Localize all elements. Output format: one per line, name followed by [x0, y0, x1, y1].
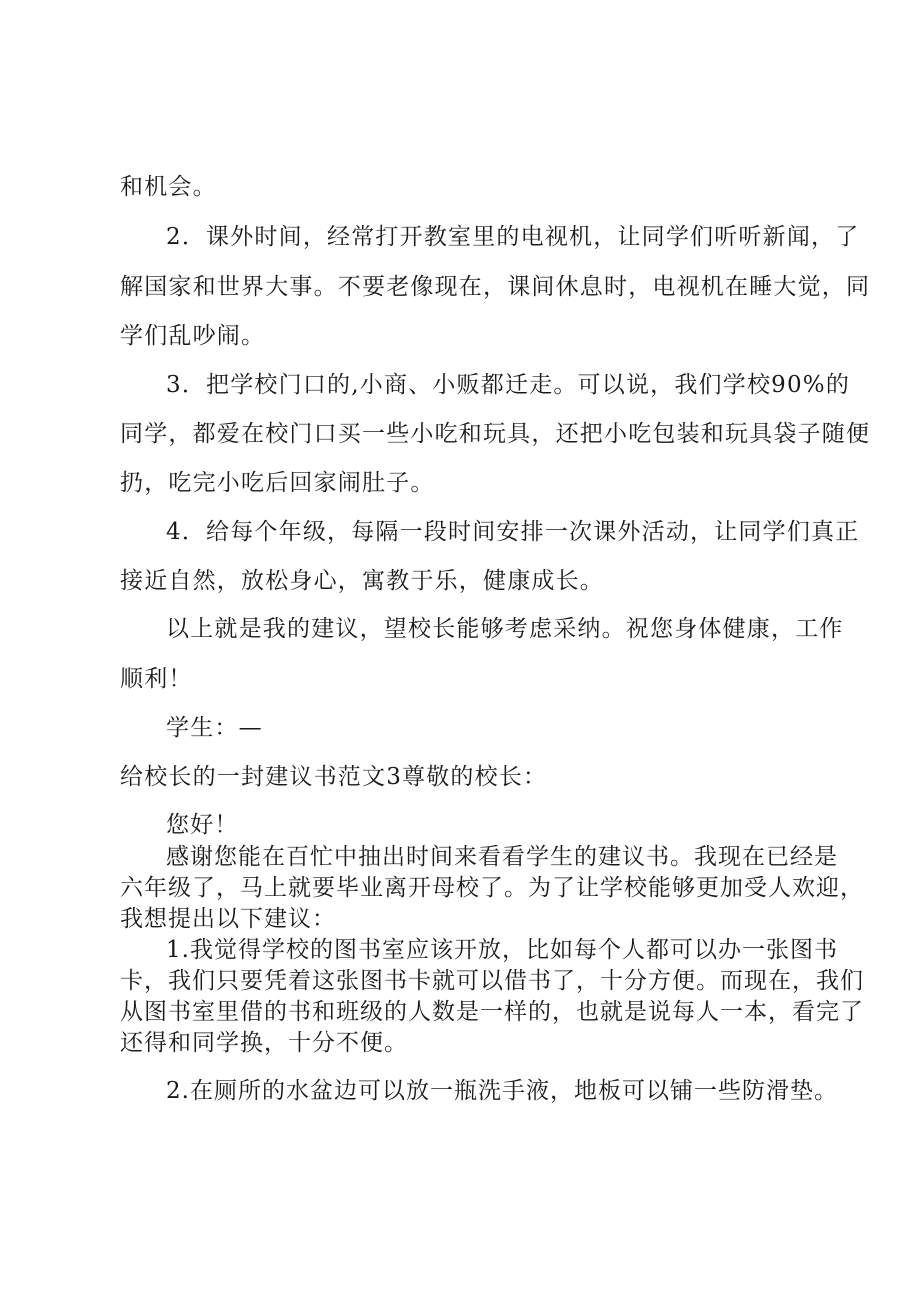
text-line: 3．把学校门口的,小商、小贩都迁走。可以说，我们学校90%的 [166, 372, 851, 398]
text-line: 您好！ [166, 812, 239, 838]
text-line: 卡，我们只要凭着这张图书卡就可以借书了，十分方便。而现在，我们 [120, 968, 864, 994]
text-line: 接近自然，放松身心，寓教于乐，健康成长。 [120, 568, 604, 594]
text-line: 同学，都爱在校门口买一些小吃和玩具，还把小吃包装和玩具袋子随便 [120, 421, 871, 447]
text-line: 还得和同学换，十分不便。 [120, 1030, 408, 1056]
text-line: 2．课外时间，经常打开教室里的电视机，让同学们听听新闻，了 [166, 224, 860, 250]
text-line: 和机会。 [120, 174, 217, 200]
text-line: 4．给每个年级，每隔一段时间安排一次课外活动，让同学们真正 [166, 519, 860, 545]
text-line: 1.我觉得学校的图书室应该开放，比如每个人都可以办一张图书 [166, 937, 838, 963]
text-line: 给校长的一封建议书范文3尊敬的校长： [120, 764, 548, 790]
text-line: 解国家和世界大事。不要老像现在，课间休息时，电视机在睡大觉，同 [120, 274, 871, 300]
text-line: 学们乱吵闹。 [120, 323, 266, 349]
text-line: 顺利！ [120, 666, 193, 692]
text-line: 学生：— [166, 715, 263, 741]
text-line: 六年级了，马上就要毕业离开母校了。为了让学校能够更加受人欢迎， [120, 875, 864, 901]
text-line: 感谢您能在百忙中抽出时间来看看学生的建议书。我现在已经是 [166, 844, 838, 870]
text-line: 从图书室里借的书和班级的人数是一样的，也就是说每人一本，看完了 [120, 999, 864, 1025]
text-line: 我想提出以下建议： [120, 906, 336, 932]
text-line: 扔，吃完小吃后回家闹肚子。 [120, 470, 435, 496]
text-line: 以上就是我的建议，望校长能够考虑采纳。祝您身体健康，工作 [166, 616, 844, 642]
text-line: 2.在厕所的水盆边可以放一瓶洗手液，地板可以铺一些防滑垫。 [166, 1078, 838, 1104]
